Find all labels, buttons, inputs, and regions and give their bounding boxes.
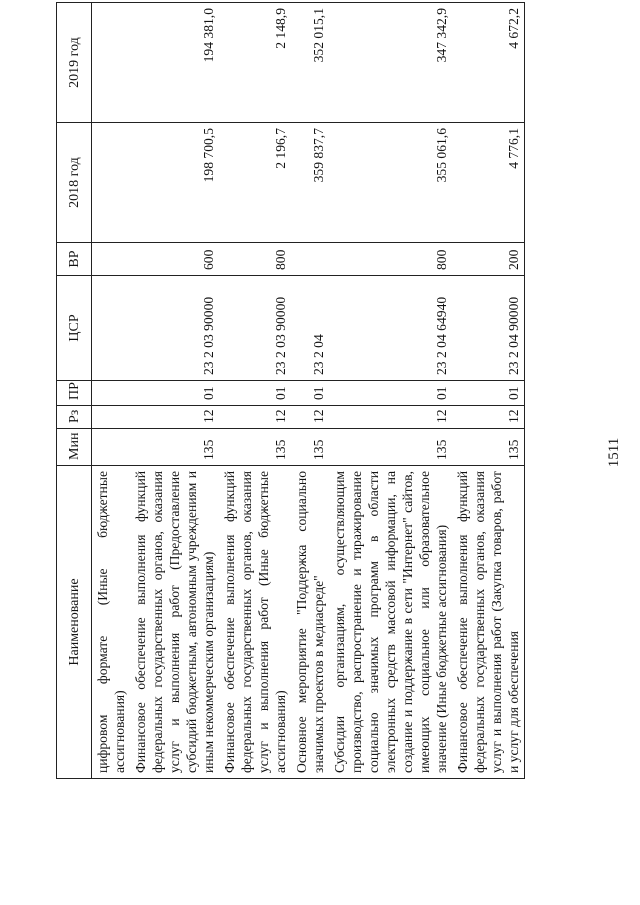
header-rz: Рз bbox=[57, 406, 92, 429]
row-pr: 01 bbox=[219, 381, 291, 406]
row-name: Субсидии организациям, осуществляющим производство, распространение и тиражирование социально значимых программ в области электронных средств массовой информации, на создание и поддержание в сети "Интернет" сайтов, имеющих социальное или образовательное значение (Иные бюджетные ассигнования) bbox=[329, 466, 452, 779]
header-row bbox=[57, 3, 92, 779]
header-min: Мин bbox=[57, 429, 92, 466]
row-min: 135 bbox=[291, 429, 329, 466]
row-2019 bbox=[92, 3, 131, 123]
table-row bbox=[291, 3, 329, 779]
row-min: 135 bbox=[219, 429, 291, 466]
row-rz: 12 bbox=[329, 406, 452, 429]
table-row bbox=[329, 3, 452, 779]
row-vr: 600 bbox=[130, 243, 219, 276]
row-csr: 23 2 03 90000 bbox=[219, 276, 291, 381]
table-row bbox=[130, 3, 219, 779]
row-2018: 4 776,1 bbox=[452, 123, 525, 243]
row-vr bbox=[92, 243, 131, 276]
table-row bbox=[219, 3, 291, 779]
header-csr: ЦСР bbox=[57, 276, 92, 381]
row-pr: 01 bbox=[130, 381, 219, 406]
row-rz bbox=[92, 406, 131, 429]
row-2018: 359 837,7 bbox=[291, 123, 329, 243]
row-csr: 23 2 04 bbox=[291, 276, 329, 381]
row-csr: 23 2 03 90000 bbox=[130, 276, 219, 381]
table-header bbox=[57, 3, 92, 779]
row-name: Финансовое обеспечение выполнения функций федеральных государственных органов, оказания услуг и выполнения работ (Иные бюджетные ассигнования) bbox=[219, 466, 291, 779]
row-2018: 2 196,7 bbox=[219, 123, 291, 243]
row-name: Финансовое обеспечение выполнения функций федеральных государственных органов, оказания услуг и выполнения работ (Предоставление субсидий бюджетным, автономным учреждениям и иным некоммерческим организациям) bbox=[130, 466, 219, 779]
row-vr: 800 bbox=[219, 243, 291, 276]
row-rz: 12 bbox=[219, 406, 291, 429]
row-name: Основное мероприятие "Поддержка социально значимых проектов в медиасреде" bbox=[291, 466, 329, 779]
row-2018: 198 700,5 bbox=[130, 123, 219, 243]
row-rz: 12 bbox=[452, 406, 525, 429]
header-2018: 2018 год bbox=[57, 123, 92, 243]
row-csr: 23 2 04 90000 bbox=[452, 276, 525, 381]
row-pr: 01 bbox=[329, 381, 452, 406]
row-2018: 355 061,6 bbox=[329, 123, 452, 243]
row-2019: 4 672,2 bbox=[452, 3, 525, 123]
row-rz: 12 bbox=[291, 406, 329, 429]
row-min bbox=[92, 429, 131, 466]
row-min: 135 bbox=[329, 429, 452, 466]
row-pr bbox=[92, 381, 131, 406]
row-name: Финансовое обеспечение выполнения функций федеральных государственных органов, оказания услуг и выполнения работ (Закупка товаров, работ и услуг для обеспечения bbox=[452, 466, 525, 779]
row-pr: 01 bbox=[452, 381, 525, 406]
table-row bbox=[452, 3, 525, 779]
row-name: цифровом формате (Иные бюджетные ассигнования) bbox=[92, 466, 131, 779]
row-vr: 800 bbox=[329, 243, 452, 276]
row-2019: 2 148,9 bbox=[219, 3, 291, 123]
table-body bbox=[92, 3, 525, 779]
row-2019: 194 381,0 bbox=[130, 3, 219, 123]
table-row bbox=[92, 3, 131, 779]
row-min: 135 bbox=[452, 429, 525, 466]
row-csr bbox=[92, 276, 131, 381]
header-vr: ВР bbox=[57, 243, 92, 276]
header-name: Наименование bbox=[57, 466, 92, 779]
header-2019: 2019 год bbox=[57, 3, 92, 123]
budget-table bbox=[56, 2, 525, 779]
header-pr: ПР bbox=[57, 381, 92, 406]
row-vr bbox=[291, 243, 329, 276]
page-number: 1511 bbox=[606, 437, 622, 468]
row-rz: 12 bbox=[130, 406, 219, 429]
row-2019: 347 342,9 bbox=[329, 3, 452, 123]
row-vr: 200 bbox=[452, 243, 525, 276]
row-2018 bbox=[92, 123, 131, 243]
row-pr: 01 bbox=[291, 381, 329, 406]
row-min: 135 bbox=[130, 429, 219, 466]
row-2019: 352 015,1 bbox=[291, 3, 329, 123]
row-csr: 23 2 04 64940 bbox=[329, 276, 452, 381]
